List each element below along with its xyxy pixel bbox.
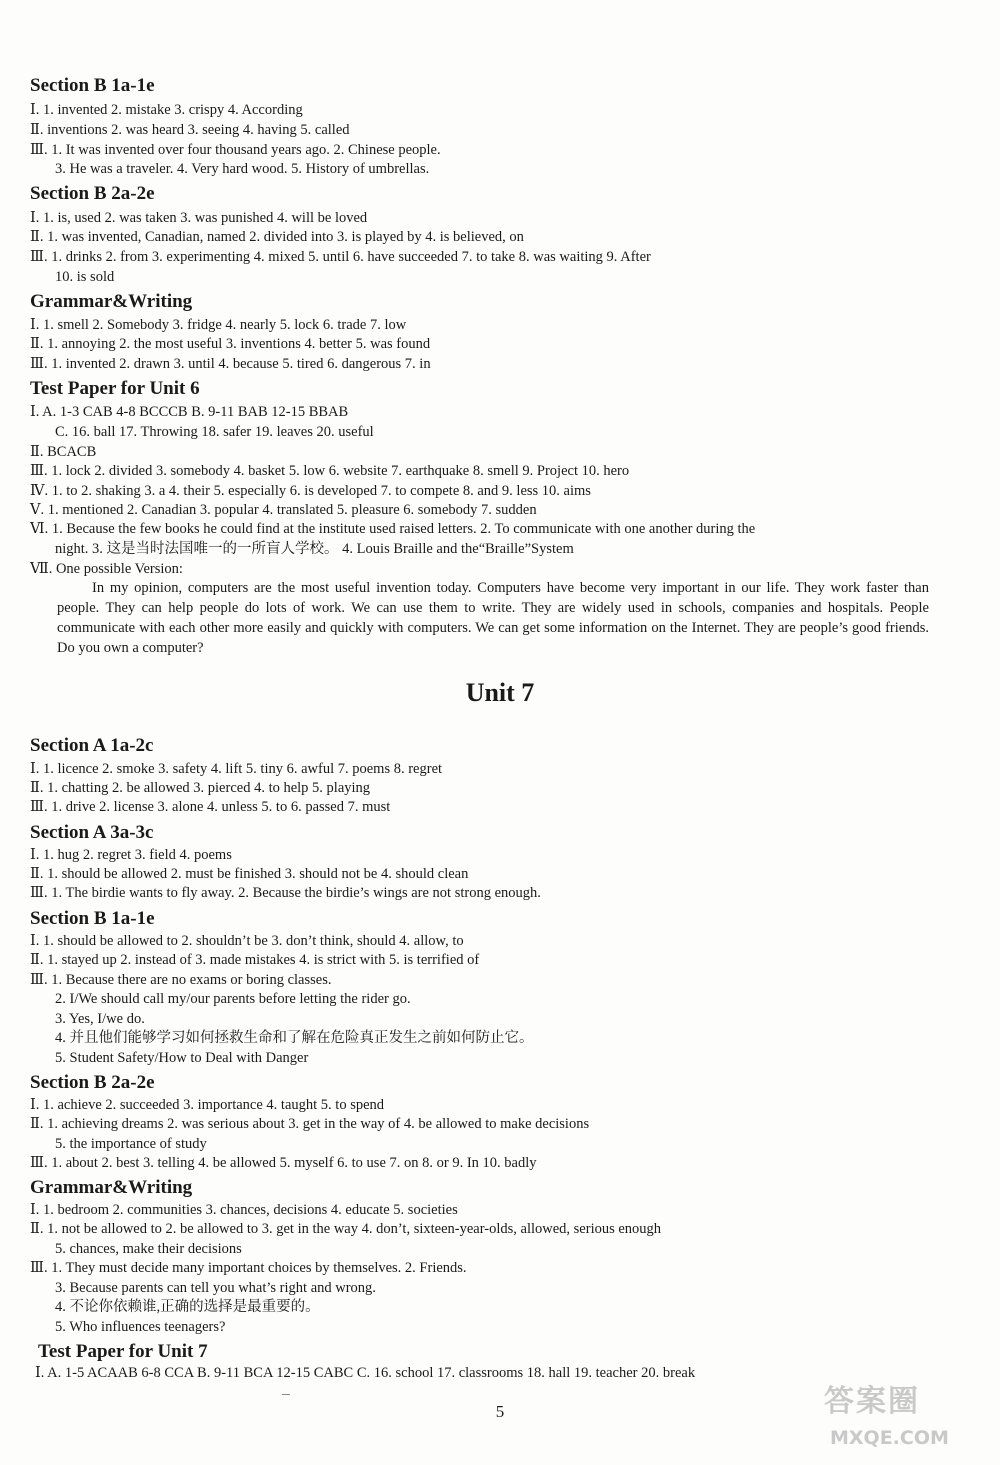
answer-line: 3. Yes, I/we do. [55, 1011, 145, 1027]
answer-line: Ⅲ. 1. lock 2. divided 3. somebody 4. basket 5. low 6. website 7. earthquake 8. smell 9. Project 10. hero [30, 463, 630, 479]
section-heading: Section B 2a-2e [30, 1072, 155, 1093]
answer-line: 5. Student Safety/How to Deal with Danger [55, 1050, 309, 1066]
answer-line: Ⅳ. 1. to 2. shaking 3. a 4. their 5. especially 6. is developed 7. to compete 8. and 9. less 10. aims [30, 483, 591, 499]
answer-line: Ⅱ. BCACB [30, 444, 97, 460]
answer-line: Ⅲ. 1. drinks 2. from 3. experimenting 4. mixed 5. until 6. have succeeded 7. to take 8. was waiting 9. After [30, 249, 651, 265]
answer-line: Ⅰ. 1. achieve 2. succeeded 3. importance 4. taught 5. to spend [30, 1097, 385, 1113]
answer-line: Ⅲ. 1. It was invented over four thousand years ago. 2. Chinese people. [30, 142, 441, 158]
answer-line: Ⅰ. 1. bedroom 2. communities 3. chances, decisions 4. educate 5. societies [30, 1202, 458, 1218]
answer-line: Ⅱ. 1. stayed up 2. instead of 3. made mistakes 4. is strict with 5. is terrified of [30, 952, 480, 968]
answer-line: 5. chances, make their decisions [55, 1241, 242, 1257]
section-heading: Grammar&Writing [30, 291, 193, 312]
answer-line: Ⅱ. inventions 2. was heard 3. seeing 4. having 5. called [30, 122, 350, 138]
section-heading: Section A 1a-2c [30, 735, 154, 756]
divider [282, 1394, 290, 1395]
answer-line: 3. He was a traveler. 4. Very hard wood. 5. History of umbrellas. [55, 161, 430, 177]
answer-line: Ⅱ. 1. should be allowed 2. must be finished 3. should not be 4. should clean [30, 866, 469, 882]
answer-line: 3. Because parents can tell you what’s right and wrong. [55, 1280, 376, 1296]
answer-line: Ⅱ. 1. not be allowed to 2. be allowed to 3. get in the way 4. don’t, sixteen-year-olds, allowed, serious enough [30, 1221, 662, 1237]
answer-line: 2. I/We should call my/our parents before letting the rider go. [55, 991, 411, 1007]
answer-line: Ⅰ. A. 1-5 ACAAB 6-8 CCA B. 9-11 BCA 12-15 CABC C. 16. school 17. classrooms 18. hall 19. teacher 20. break [35, 1365, 696, 1381]
answer-line: Ⅲ. 1. about 2. best 3. telling 4. be allowed 5. myself 6. to use 7. on 8. or 9. In 10. badly [30, 1155, 537, 1171]
answer-line: Ⅱ. 1. chatting 2. be allowed 3. pierced 4. to help 5. playing [30, 780, 371, 796]
answer-line: Ⅵ. 1. Because the few books he could find at the institute used raised letters. 2. To communicate with one another during the [30, 521, 756, 537]
section-heading: Test Paper for Unit 6 [30, 378, 200, 399]
sample-essay: In my opinion, computers are the most useful invention today. Computers have become very important in our life. They work faster than people. They can help people do lots of work. We can use them to write. They are widely used in schools, companies and hospitals. People communicate with each other more easily and quickly with computers. We can get some information on the Internet. They are people’s good friends. Do you own a computer? [57, 580, 929, 656]
answer-line: 10. is sold [55, 269, 115, 285]
answer-line: Ⅲ. 1. The birdie wants to fly away. 2. Because the birdie’s wings are not strong enough. [30, 885, 541, 901]
answer-line: Ⅰ. A. 1-3 CAB 4-8 BCCCB B. 9-11 BAB 12-15 BBAB [30, 404, 349, 420]
answer-line: 5. Who influences teenagers? [55, 1319, 226, 1335]
watermark-seal: 答案圈 [824, 1384, 920, 1419]
watermark-logo [820, 1380, 990, 1458]
answer-line: Ⅲ. 1. invented 2. drawn 3. until 4. because 5. tired 6. dangerous 7. in [30, 356, 431, 372]
answer-line: Ⅰ. 1. smell 2. Somebody 3. fridge 4. nearly 5. lock 6. trade 7. low [30, 317, 407, 333]
answer-line: Ⅲ. 1. They must decide many important choices by themselves. 2. Friends. [30, 1260, 467, 1276]
section-heading: Test Paper for Unit 7 [38, 1341, 208, 1362]
unit-title: Unit 7 [465, 678, 535, 707]
page-number: 5 [495, 1402, 505, 1421]
answer-line: Ⅰ. 1. hug 2. regret 3. field 4. poems [30, 847, 232, 863]
watermark-url: MXQE.COM [830, 1427, 949, 1449]
answer-line: Ⅱ. 1. annoying 2. the most useful 3. inventions 4. better 5. was found [30, 336, 431, 352]
answer-line: Ⅴ. 1. mentioned 2. Canadian 3. popular 4. translated 5. pleasure 6. somebody 7. sudden [30, 502, 537, 518]
answer-line: Ⅲ. 1. Because there are no exams or boring classes. [30, 972, 332, 988]
section-heading: Section A 3a-3c [30, 822, 154, 843]
answer-line: Ⅰ. 1. licence 2. smoke 3. safety 4. lift 5. tiny 6. awful 7. poems 8. regret [30, 761, 443, 777]
answer-line: Ⅶ. One possible Version: [30, 561, 183, 577]
answer-line: Ⅰ. 1. is, used 2. was taken 3. was punished 4. will be loved [30, 210, 368, 226]
answer-line: Ⅲ. 1. drive 2. license 3. alone 4. unless 5. to 6. passed 7. must [30, 799, 391, 815]
section-heading: Grammar&Writing [30, 1177, 193, 1198]
answer-line: 4. 并且他们能够学习如何拯救生命和了解在危险真正发生之前如何防止它。 [55, 1030, 534, 1046]
section-heading: Section B 1a-1e [30, 75, 155, 96]
answer-line: Ⅰ. 1. should be allowed to 2. shouldn’t be 3. don’t think, should 4. allow, to [30, 933, 464, 949]
section-heading: Section B 2a-2e [30, 183, 155, 204]
answer-line: Ⅱ. 1. achieving dreams 2. was serious about 3. get in the way of 4. be allowed to make decisions [30, 1116, 590, 1132]
answer-line: C. 16. ball 17. Throwing 18. safer 19. leaves 20. useful [55, 424, 374, 440]
answer-line: Ⅱ. 1. was invented, Canadian, named 2. divided into 3. is played by 4. is believed, on [30, 229, 524, 245]
answer-line: 5. the importance of study [55, 1136, 207, 1152]
answer-line: night. 3. 这是当时法国唯一的一所盲人学校。 4. Louis Braille and the“Braille”System [55, 541, 574, 557]
answer-line: 4. 不论你依赖谁,正确的选择是最重要的。 [55, 1299, 320, 1315]
answer-line: Ⅰ. 1. invented 2. mistake 3. crispy 4. According [30, 102, 303, 118]
section-heading: Section B 1a-1e [30, 908, 155, 929]
